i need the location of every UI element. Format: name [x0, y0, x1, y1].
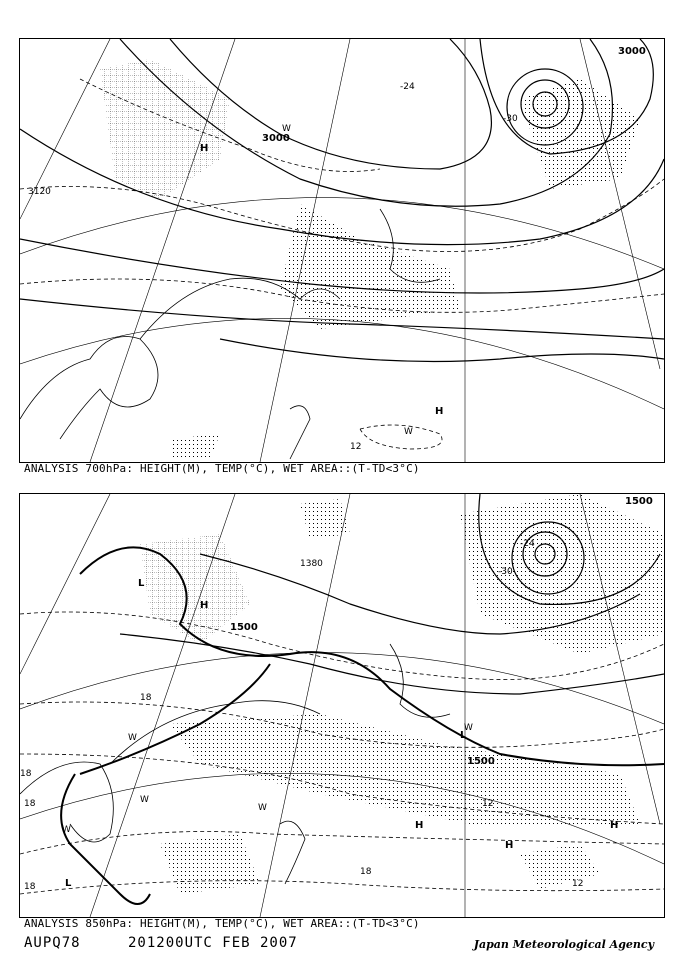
pressure-center: W: [404, 427, 413, 437]
pressure-center: H: [415, 820, 424, 831]
map-panel-850hpa: [19, 493, 665, 918]
height-label: 1500: [230, 622, 258, 633]
chart-id: AUPQ78: [24, 935, 81, 951]
temp-label: -24: [520, 539, 535, 549]
height-label: 1500: [467, 756, 495, 767]
height-label: 3000: [618, 46, 646, 57]
map-700hpa-svg: [20, 39, 664, 462]
pressure-center: H: [505, 840, 514, 851]
pressure-center: H: [200, 143, 209, 154]
wet-area: [100, 59, 640, 459]
pressure-center: L: [138, 578, 145, 589]
height-label: 1500: [625, 496, 653, 507]
temp-label: 18: [24, 882, 36, 892]
pressure-center: L: [65, 878, 72, 889]
pressure-center: L: [460, 730, 467, 741]
temp-label: -30: [498, 567, 513, 577]
map-panel-700hpa: [19, 38, 665, 463]
pressure-center: W: [62, 825, 71, 835]
pressure-center: W: [258, 803, 267, 813]
temp-label: 18: [24, 799, 36, 809]
pressure-center: W: [128, 733, 137, 743]
temp-label: 12: [572, 879, 584, 889]
wet-area: [140, 494, 664, 894]
temp-label: 12: [482, 799, 494, 809]
pressure-center: W: [282, 124, 291, 134]
panel-caption-700hpa: ANALYSIS 700hPa: HEIGHT(M), TEMP(°C), WET AREA::(T-TD<3°C): [24, 462, 420, 475]
temp-label: -24: [400, 82, 415, 92]
agency-credit: Japan Meteorological Agency: [473, 938, 654, 951]
pressure-center: H: [200, 600, 209, 611]
map-850hpa-svg: [20, 494, 664, 917]
temp-label: 18: [360, 867, 372, 877]
height-label: 3120: [28, 187, 51, 197]
temp-label: 18: [140, 693, 152, 703]
pressure-center: H: [610, 820, 619, 831]
valid-time: 201200UTC FEB 2007: [128, 935, 298, 951]
pressure-center: W: [464, 723, 473, 733]
temp-label: 18: [20, 769, 32, 779]
pressure-center: W: [140, 795, 149, 805]
temp-label: 12: [350, 442, 362, 452]
pressure-center: H: [435, 406, 444, 417]
panel-caption-850hpa: ANALYSIS 850hPa: HEIGHT(M), TEMP(°C), WET AREA::(T-TD<3°C): [24, 917, 420, 930]
height-label: 3000: [262, 133, 290, 144]
height-label: 1380: [300, 559, 323, 569]
temp-label: -30: [503, 114, 518, 124]
